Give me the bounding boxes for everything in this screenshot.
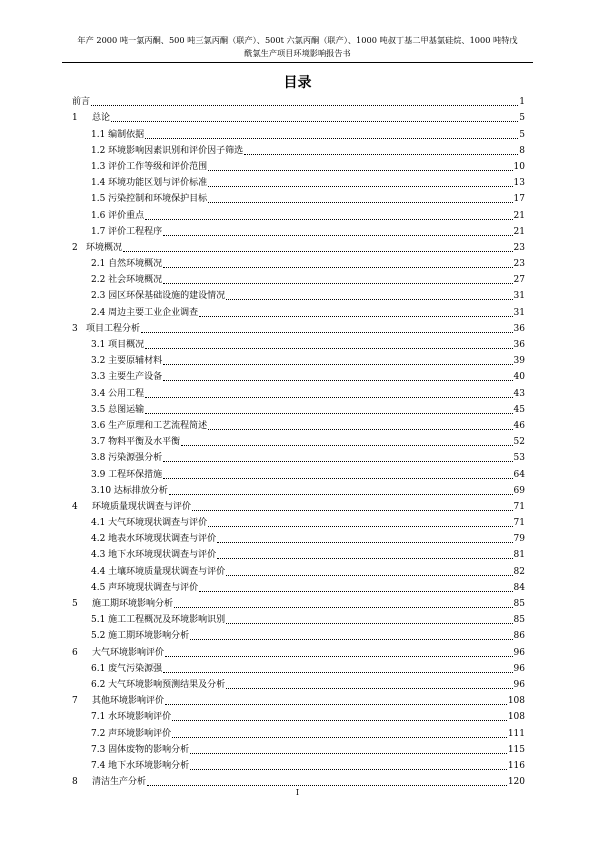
- toc-entry-title: 3.8 污染源强分析: [91, 453, 163, 464]
- toc-page-number: 27: [513, 275, 525, 286]
- toc-page-number: 52: [513, 437, 525, 448]
- toc-section-entry[interactable]: [72, 173, 525, 189]
- dot-leader: [165, 656, 513, 657]
- toc-entry-title: 总论: [92, 113, 111, 124]
- dot-leader: [226, 299, 512, 300]
- toc-entry-title: 6.1 废气污染源强: [91, 663, 163, 674]
- toc-section-entry[interactable]: [72, 561, 525, 577]
- toc-entry-title: 3.4 公用工程: [91, 388, 145, 399]
- toc-page-number: 71: [513, 518, 525, 529]
- toc-page-number: 96: [513, 647, 525, 658]
- toc-page-number: 96: [513, 679, 525, 690]
- toc-chapter-number: 5: [72, 599, 78, 609]
- toc-chapter-number: 8: [72, 777, 78, 788]
- dot-leader: [181, 445, 512, 446]
- toc-page-number: 43: [513, 388, 525, 399]
- toc-chapter-number: 4: [72, 501, 78, 512]
- toc-entry-title: 7.3 固体废物的影响分析: [91, 744, 190, 755]
- dot-leader: [147, 785, 507, 786]
- toc-chapter-entry[interactable]: [72, 319, 525, 335]
- dot-leader: [169, 494, 513, 495]
- toc-page-number: 82: [513, 566, 525, 577]
- toc-section-entry[interactable]: [72, 383, 525, 399]
- toc-page-number: 21: [513, 210, 525, 221]
- toc-page-number: 23: [513, 259, 525, 270]
- toc-entry-title: 清洁生产分析: [92, 777, 147, 788]
- toc-section-entry[interactable]: [72, 302, 525, 318]
- toc-page-number: 1: [519, 97, 525, 108]
- toc-entry-title: 4.2 地表水环境现状调查与评价: [91, 534, 217, 545]
- toc-page-number: 21: [513, 226, 525, 237]
- dot-leader: [163, 478, 512, 479]
- toc-section-entry[interactable]: [72, 756, 525, 772]
- toc-page-number: 5: [519, 129, 525, 140]
- toc-page-number: 17: [513, 194, 525, 205]
- header-line-2: 酰氯生产项目环境影响报告书: [244, 48, 351, 58]
- toc-page-number: 13: [513, 178, 525, 189]
- toc-page-number: 36: [513, 340, 525, 350]
- dot-leader: [217, 542, 512, 543]
- toc-chapter-number: 6: [72, 647, 78, 658]
- toc-section-entry[interactable]: [72, 400, 525, 416]
- dot-leader: [145, 219, 512, 220]
- toc-entry-title: 前言: [72, 97, 91, 108]
- toc-page-number: 31: [513, 291, 525, 302]
- toc-section-entry[interactable]: [72, 529, 525, 545]
- toc-section-entry[interactable]: [72, 157, 525, 173]
- toc-section-entry[interactable]: [72, 578, 525, 594]
- dot-leader: [145, 397, 512, 398]
- toc-section-entry[interactable]: [72, 416, 525, 432]
- dot-leader: [199, 591, 512, 592]
- toc-page-number: 40: [513, 372, 525, 383]
- toc-chapter-number: 3: [72, 323, 78, 334]
- toc-section-entry[interactable]: [72, 626, 525, 642]
- toc-entry-title: 4.5 声环境现状调查与评价: [91, 582, 199, 593]
- dot-leader: [163, 267, 512, 268]
- toc-entry-title: 4.1 大气环境现状调查与评价: [91, 518, 208, 529]
- dot-leader: [192, 510, 513, 511]
- toc-page-number: 84: [513, 582, 525, 593]
- toc-page-number: 120: [507, 777, 525, 788]
- toc-entry-title: 2.4 周边主要工业企业调查: [91, 307, 199, 318]
- toc-entry-title: 1.3 评价工作等级和评价范围: [91, 161, 208, 172]
- toc-entry-title: 1.5 污染控制和环境保护目标: [91, 194, 208, 205]
- toc-entry-title: 4.3 地下水环境现状调查与评价: [91, 550, 217, 561]
- toc-entry-title: 大气环境影响评价: [92, 647, 165, 658]
- toc-section-entry[interactable]: [72, 270, 525, 286]
- toc-entry-title: 5.1 施工工程概况及环境影响识别: [91, 615, 226, 626]
- toc-entry-title: 项目工程分析: [86, 323, 141, 334]
- dot-leader: [163, 283, 512, 284]
- toc-chapter-entry[interactable]: [72, 691, 525, 707]
- dot-leader: [165, 704, 507, 705]
- toc-section-entry[interactable]: [72, 335, 525, 351]
- toc-page-number: 111: [507, 728, 525, 739]
- toc-entry-title: 5.2 施工期环境影响分析: [91, 631, 190, 642]
- toc-page-number: 39: [513, 356, 525, 367]
- dot-leader: [172, 720, 507, 721]
- dot-leader: [163, 235, 512, 236]
- toc-section-entry[interactable]: [72, 740, 525, 756]
- toc-page-number: 81: [513, 550, 525, 561]
- toc-section-entry[interactable]: [72, 367, 525, 383]
- dot-leader: [208, 526, 512, 527]
- toc-entry-title: 7.1 水环境影响评价: [91, 712, 172, 723]
- toc-chapter-number: 7: [72, 696, 78, 707]
- dot-leader: [190, 753, 507, 754]
- dot-leader: [226, 575, 512, 576]
- toc-section-entry[interactable]: [72, 464, 525, 480]
- toc-chapter-entry[interactable]: [72, 238, 525, 254]
- toc-chapter-number: 1: [72, 113, 78, 124]
- toc-entry-title: 3.2 主要原辅材料: [91, 356, 163, 367]
- toc-page-number: 108: [507, 696, 525, 707]
- dot-leader: [163, 380, 512, 381]
- toc-title: 目录: [283, 75, 312, 91]
- dot-leader: [217, 558, 512, 559]
- toc-entry-title: 1.1 编制依据: [91, 129, 145, 140]
- toc-entry-title: 其他环境影响评价: [92, 696, 165, 707]
- toc-chapter-entry[interactable]: [72, 108, 525, 124]
- dot-leader: [190, 639, 512, 640]
- toc-page-number: 69: [513, 485, 525, 496]
- toc-entry-title: 1.2 环境影响因素识别和评价因子筛选: [91, 145, 244, 156]
- toc-entry-title: 3.3 主要生产设备: [91, 372, 163, 383]
- toc-page-number: 96: [513, 663, 525, 674]
- toc-entry-title: 施工期环境影响分析: [92, 599, 174, 609]
- toc-entry-title: 2.2 社会环境概况: [91, 275, 163, 286]
- toc-page-number: 46: [513, 420, 525, 431]
- toc-section-entry[interactable]: [72, 222, 525, 238]
- dot-leader: [145, 348, 512, 349]
- header-line-1: 年产 2000 吨一氯丙酮、500 吨三氯丙酮（联产）、500t 六氯丙酮（联产）、1000 吨叔丁基二甲基氯硅烷、1000 吨特戊: [77, 35, 518, 45]
- toc-section-entry[interactable]: [72, 286, 525, 302]
- toc-section-entry[interactable]: [72, 659, 525, 675]
- toc-chapter-entry[interactable]: [72, 642, 525, 658]
- dot-leader: [226, 623, 512, 624]
- toc-chapter-number: 2: [72, 242, 78, 253]
- toc-section-entry[interactable]: [72, 723, 525, 739]
- toc-section-entry[interactable]: [72, 189, 525, 205]
- toc-entry-title: 3.5 总图运输: [91, 404, 145, 415]
- dot-leader: [123, 251, 513, 252]
- toc-section-entry[interactable]: [72, 124, 525, 140]
- toc-section-entry[interactable]: [72, 351, 525, 367]
- toc-page-number: 8: [519, 145, 525, 156]
- toc-section-entry[interactable]: [72, 675, 525, 691]
- toc-page-number: 31: [513, 307, 525, 318]
- toc-page-number: 85: [513, 599, 525, 609]
- toc-entry-title: 3.7 物料平衡及水平衡: [91, 437, 181, 448]
- dot-leader: [163, 672, 512, 673]
- toc-page-number: 71: [513, 501, 525, 512]
- toc-entry-title: 2.1 自然环境概况: [91, 259, 163, 270]
- toc-section-entry[interactable]: [72, 481, 525, 497]
- toc-page-number: 23: [513, 242, 525, 253]
- toc-entry-title: 7.2 声环境影响评价: [91, 728, 172, 739]
- toc-entry-title: 3.6 生产原理和工艺流程简述: [91, 420, 208, 431]
- toc-chapter-entry[interactable]: [72, 92, 525, 108]
- toc-entry-title: 3.1 项目概况: [91, 340, 145, 350]
- toc-page-number: 115: [507, 744, 525, 755]
- toc-page-number: 108: [507, 712, 525, 723]
- dot-leader: [208, 429, 512, 430]
- toc-section-entry[interactable]: [72, 610, 525, 626]
- dot-leader: [91, 105, 518, 106]
- toc-section-entry[interactable]: [72, 448, 525, 464]
- toc-entry-title: 6.2 大气环境影响预测结果及分析: [91, 679, 226, 690]
- toc-page-number: 85: [513, 615, 525, 626]
- toc-entry-title: 7.4 地下水环境影响分析: [91, 760, 190, 771]
- toc-chapter-entry[interactable]: [72, 497, 525, 513]
- toc-section-entry[interactable]: [72, 205, 525, 221]
- dot-leader: [174, 607, 513, 608]
- toc-entry-title: 3.10 达标排放分析: [91, 485, 168, 496]
- toc-page-number: 116: [507, 760, 525, 771]
- dot-leader: [199, 316, 512, 317]
- toc-section-entry[interactable]: [72, 254, 525, 270]
- dot-leader: [244, 154, 518, 155]
- dot-leader: [145, 413, 512, 414]
- table-of-contents: [72, 92, 525, 788]
- toc-section-entry[interactable]: [72, 545, 525, 561]
- toc-chapter-entry[interactable]: [72, 772, 525, 788]
- toc-page-number: 64: [513, 469, 525, 480]
- dot-leader: [141, 332, 513, 333]
- dot-leader: [226, 688, 512, 689]
- toc-entry-title: 环境质量现状调查与评价: [92, 501, 192, 512]
- dot-leader: [145, 138, 518, 139]
- toc-page-number: 53: [513, 453, 525, 464]
- dot-leader: [163, 461, 512, 462]
- toc-entry-title: 1.7 评价工程程序: [91, 226, 163, 237]
- dot-leader: [208, 202, 512, 203]
- dot-leader: [190, 769, 507, 770]
- dot-leader: [172, 737, 507, 738]
- toc-page-number: 79: [513, 534, 525, 545]
- page-number: I: [295, 788, 300, 797]
- toc-entry-title: 3.9 工程环保措施: [91, 469, 163, 480]
- dot-leader: [208, 186, 512, 187]
- dot-leader: [208, 170, 512, 171]
- toc-entry-title: 2.3 园区环保基础设施的建设情况: [91, 291, 226, 302]
- toc-entry-title: 4.4 土壤环境质量现状调查与评价: [91, 566, 226, 577]
- toc-page-number: 5: [519, 113, 525, 124]
- toc-page-number: 45: [513, 404, 525, 415]
- toc-page-number: 10: [513, 161, 525, 172]
- toc-entry-title: 1.6 评价重点: [91, 210, 145, 221]
- dot-leader: [111, 121, 518, 122]
- toc-page-number: 36: [513, 323, 525, 334]
- toc-entry-title: 环境概况: [86, 242, 123, 253]
- running-header: [62, 34, 533, 63]
- toc-section-entry[interactable]: [72, 141, 525, 157]
- toc-section-entry[interactable]: [72, 707, 525, 723]
- toc-chapter-entry[interactable]: [72, 594, 525, 610]
- dot-leader: [163, 364, 512, 365]
- toc-section-entry[interactable]: [72, 513, 525, 529]
- toc-page-number: 86: [513, 631, 525, 642]
- toc-entry-title: 1.4 环境功能区划与评价标准: [91, 178, 208, 189]
- toc-section-entry[interactable]: [72, 432, 525, 448]
